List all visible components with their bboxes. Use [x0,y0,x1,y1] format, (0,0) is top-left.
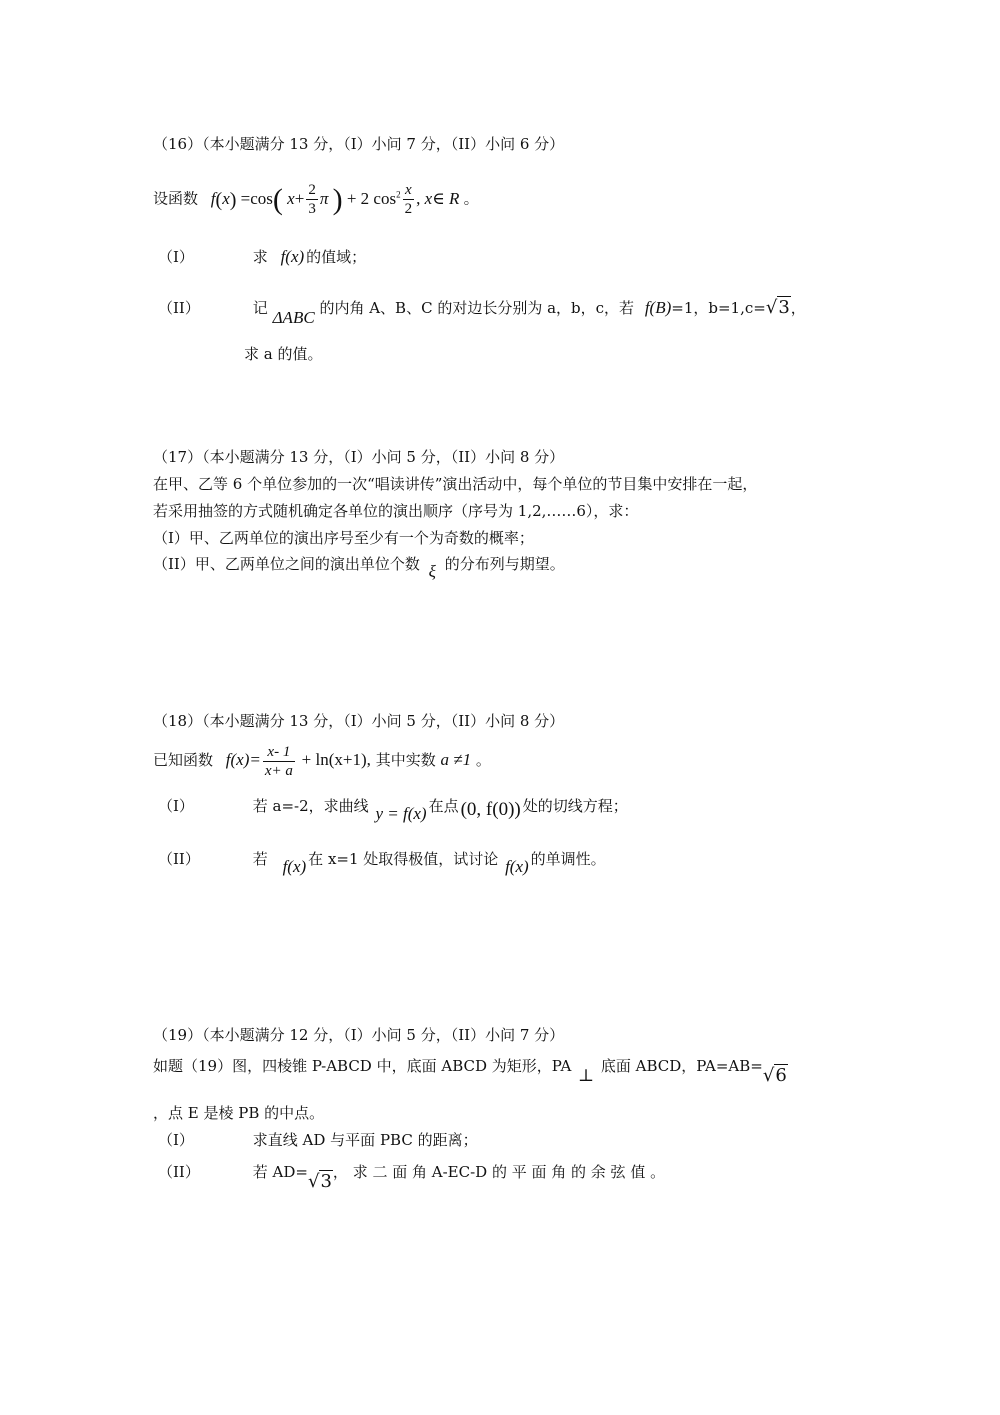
q18-end: 。 [475,751,491,769]
q18-part2-post: 的单调性。 [530,850,606,868]
q18-intro: 已知函数 [153,751,214,769]
q18-part1-label: （I） [158,797,194,815]
q16-part1 [158,244,366,270]
q16-end: 。 [463,189,479,208]
q19-part1 [158,1130,478,1150]
q19-part2-label: （II） [158,1163,200,1181]
q18-fx: f(x)= [225,750,261,769]
q16-sqrt3: √3 [765,297,790,318]
q16-part2-pre: 记 [252,299,268,317]
q18-condition: a ≠1 [440,750,472,769]
q16-part2-line2: 求 a 的值。 [244,345,323,363]
q16-part1-pre: 求 [252,248,268,266]
q18-part1 [158,792,628,823]
q19-header: （19）（本小题满分 12 分，（I）小问 5 分，（II）小问 7 分） [153,1026,565,1044]
q17-part1: （I）甲、乙两单位的演出序号至少有一个为奇数的概率； [153,529,534,547]
q16-part2-mid: 的内角 A、B、C 的对边长分别为 a，b，c，若 [319,299,635,317]
q16-function-line [153,178,479,218]
q19-sqrt3: √3 [307,1171,332,1192]
q19-perp: ⊥ [578,1066,595,1085]
q19-part2-pre: 若 AD= [252,1163,308,1181]
q17-xi: ξ [428,562,436,581]
q18-part2-label: （II） [158,850,200,868]
q17-header: （17）（本小题满分 13 分，（I）小问 5 分，（II）小问 8 分） [153,448,565,466]
q17-part2 [153,554,565,581]
q18-part2-f1: f(x) [282,857,307,876]
q18-post: 其中实数 [375,751,436,769]
q19-part2 [158,1158,666,1192]
q19-line1 [153,1052,788,1086]
q19-line1b: 底面 ABCD，PA=AB= [600,1057,763,1075]
q18-part2-mid: 在 x=1 处取得极值，试讨论 [308,850,499,868]
q18-header: （18）（本小题满分 13 分，（I）小问 5 分，（II）小问 8 分） [153,712,565,730]
q18-function-line [153,738,491,782]
q19-part2-post: ， 求 二 面 角 A-EC-D 的 平 面 角 的 余 弦 值 。 [332,1163,666,1181]
q18-part1-pre: 若 a=-2，求曲线 [252,797,369,815]
q18-part1-post: 处的切线方程； [522,797,628,815]
q18-ln: + ln(x+1), [301,750,371,769]
q16-part2 [158,294,806,327]
q17-part2-post: 的分布列与期望。 [444,555,565,573]
q17-line1: 在甲、乙等 6 个单位参加的一次“唱读讲传”演出活动中，每个单位的节目集中安排在一起， [153,475,758,493]
q16-part1-label: （I） [158,248,194,266]
q19-line2: ，点 E 是棱 PB 的中点。 [153,1104,325,1122]
q16-intro: 设函数 [153,189,199,208]
q18-part1-mid: 在点 [428,797,459,815]
q16-part1-func: f(x) [280,247,305,266]
q16-triangle: ΔABC [272,308,315,327]
q19-part1-label: （I） [158,1131,194,1149]
q19-sqrt6: √6 [762,1065,787,1086]
q16-fb: f(B) [644,298,672,317]
q19-line1-text: 如题（19）图，四棱锥 P-ABCD 中，底面 ABCD 为矩形，PA [153,1057,572,1075]
q16-function: f(x) =cos( x+ $\frac{2}{3}$ π ) + 2 $\cos^2$ $\frac{x}{2}$ , x∈ R [210,182,460,218]
q18-point: (0, f(0)) [460,799,521,820]
q19-part1-text: 求直线 AD 与平面 PBC 的距离； [252,1131,478,1149]
q16-part1-post: 的值域； [306,248,367,266]
q16-part2-eq: =1，b=1,c= [671,299,766,317]
q18-fraction: $\frac{x- 1}{x+ a}$ [264,743,293,779]
q18-part2-pre: 若 [252,850,268,868]
q17-line2: 若采用抽签的方式随机确定各单位的演出顺序（序号为 1,2,……6），求： [153,502,639,520]
q18-part2 [158,845,606,876]
q17-part2-pre: （II）甲、乙两单位之间的演出单位个数 [153,555,420,573]
q16-part2-label: （II） [158,299,200,317]
q18-part2-f2: f(x) [505,857,529,876]
q16-part2-comma: ， [790,299,806,317]
q18-curve: y = f(x) [375,804,427,823]
q16-header: （16）（本小题满分 13 分，（I）小问 7 分，（II）小问 6 分） [153,135,565,153]
